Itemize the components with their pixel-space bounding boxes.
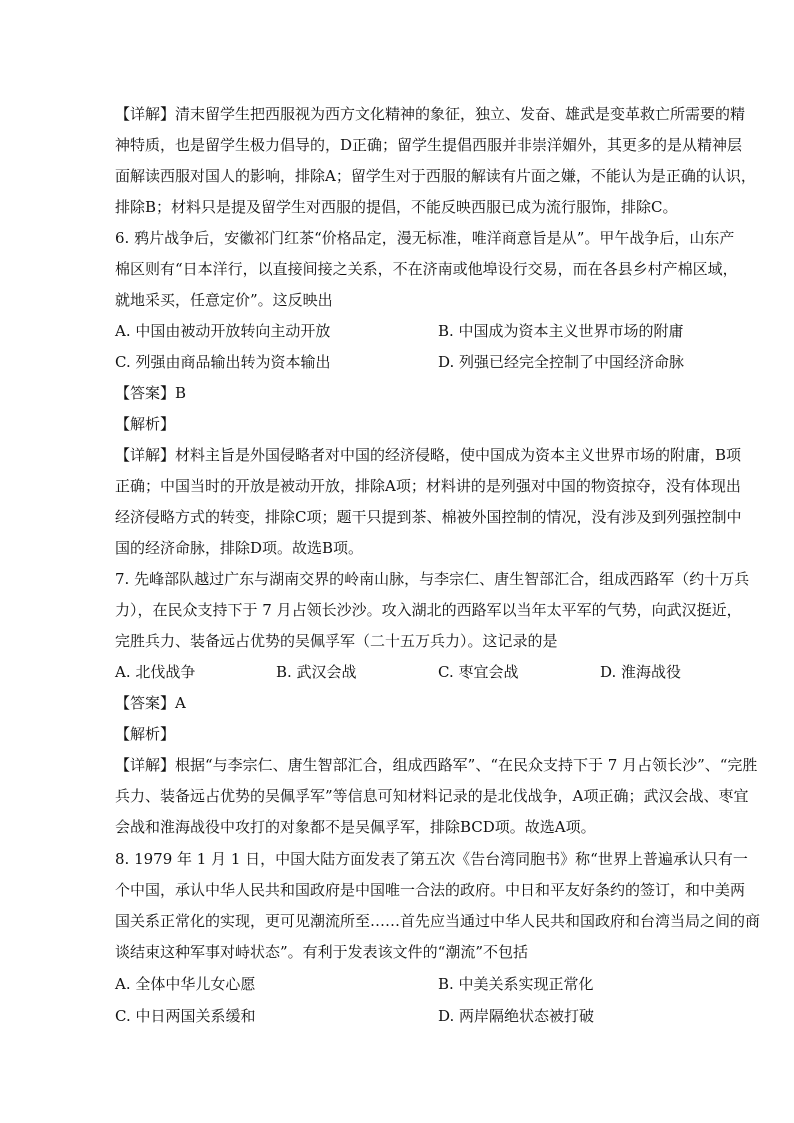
q8-option-b: B. 中美关系实现正常化 [438, 975, 594, 993]
detail-line: 排除B；材料只是提及留学生对西服的提倡，不能反映西服已成为流行服饰，排除C。 [115, 198, 678, 216]
q7-answer: 【答案】A [115, 694, 186, 712]
question-8-stem: 8. 1979 年 1 月 1 日，中国大陆方面发表了第五次《告台湾同胞书》称“世界上普遍承认只有一 [115, 850, 748, 868]
q7-option-a: A. 北伐战争 [115, 663, 196, 681]
q6-answer: 【答案】B [115, 384, 187, 402]
question-7-stem: 7. 先峰部队越过广东与湖南交界的岭南山脉，与李宗仁、唐生智部汇合，组成西路军（约十万兵 [115, 570, 750, 588]
q7-detail-line: 兵力、装备远占优势的吴佩孚军”等信息可知材料记录的是北伐战争，A项正确；武汉会战、枣宜 [115, 787, 749, 805]
question-6-stem: 棉区则有“日本洋行，以直接间接之关系，不在济南或他埠设行交易，而在各县乡村产棉区域， [115, 260, 738, 278]
q7-detail-line: 【详解】根据“与李宗仁、唐生智部汇合，组成西路军”、“在民众支持下于 7 月占领长沙”、“完胜 [115, 756, 758, 774]
question-6-stem: 就地采买，任意定价”。这反映出 [115, 291, 333, 309]
detail-line: 神特质，也是留学生极力倡导的，D正确；留学生提倡西服并非崇洋媚外，其更多的是从精神层 [115, 136, 743, 154]
question-8-stem: 谈结束这种军事对峙状态”。有利于发表该文件的“潮流”不包括 [115, 943, 529, 961]
detail-line: 面解读西服对国人的影响，排除A；留学生对于西服的解读有片面之嫌，不能认为是正确的认识， [115, 167, 756, 185]
q6-detail-line: 【详解】材料主旨是外国侵略者对中国的经济侵略，使中国成为资本主义世界市场的附庸，B项 [115, 446, 742, 464]
q8-option-a: A. 全体中华儿女心愿 [115, 975, 256, 993]
question-7-stem: 完胜兵力、装备远占优势的吴佩孚军（二十五万兵力）。这记录的是 [115, 632, 558, 650]
q6-detail-line: 国的经济命脉，排除D项。故选B项。 [115, 539, 364, 557]
q6-option-a: A. 中国由被动开放转向主动开放 [115, 322, 331, 340]
question-8-stem: 个中国，承认中华人民共和国政府是中国唯一合法的政府。中日和平友好条约的签订，和中美两 [115, 881, 746, 899]
q6-analysis-label: 【解析】 [115, 415, 176, 433]
q7-option-d: D. 淮海战役 [600, 663, 682, 681]
q7-option-b: B. 武汉会战 [276, 663, 357, 681]
q7-detail-line: 会战和淮海战役中攻打的对象都不是吴佩孚军，排除BCD项。故选A项。 [115, 818, 596, 836]
q7-option-c: C. 枣宜会战 [438, 663, 519, 681]
q6-option-c: C. 列强由商品输出转为资本输出 [115, 353, 331, 371]
q6-detail-line: 正确；中国当时的开放是被动开放，排除A项；材料讲的是列强对中国的物资掠夺，没有体现出 [115, 477, 741, 495]
q8-option-d: D. 两岸隔绝状态被打破 [438, 1007, 595, 1025]
question-8-stem: 国关系正常化的实现，更可见潮流所至……首先应当通过中华人民共和国政府和台湾当局之间的商 [115, 912, 761, 930]
q6-detail-line: 经济侵略方式的转变，排除C项；题干只提到茶、棉被外国控制的情况，没有涉及到列强控制中 [115, 508, 742, 526]
question-7-stem: 力），在民众支持下于 7 月占领长沙沙。攻入湖北的西路军以当年太平军的气势，向武汉挺近， [115, 601, 742, 619]
question-6-stem: 6. 鸦片战争后，安徽祁门红茶“价格品定，漫无标准，唯洋商意旨是从”。甲午战争后，山东产 [115, 229, 735, 247]
detail-line: 【详解】清末留学生把西服视为西方文化精神的象征，独立、发奋、雄武是变革救亡所需要的精 [115, 105, 746, 123]
q8-option-c: C. 中日两国关系缓和 [115, 1007, 256, 1025]
q7-analysis-label: 【解析】 [115, 725, 176, 743]
q6-option-b: B. 中国成为资本主义世界市场的附庸 [438, 322, 684, 340]
q6-option-d: D. 列强已经完全控制了中国经济命脉 [438, 353, 685, 371]
